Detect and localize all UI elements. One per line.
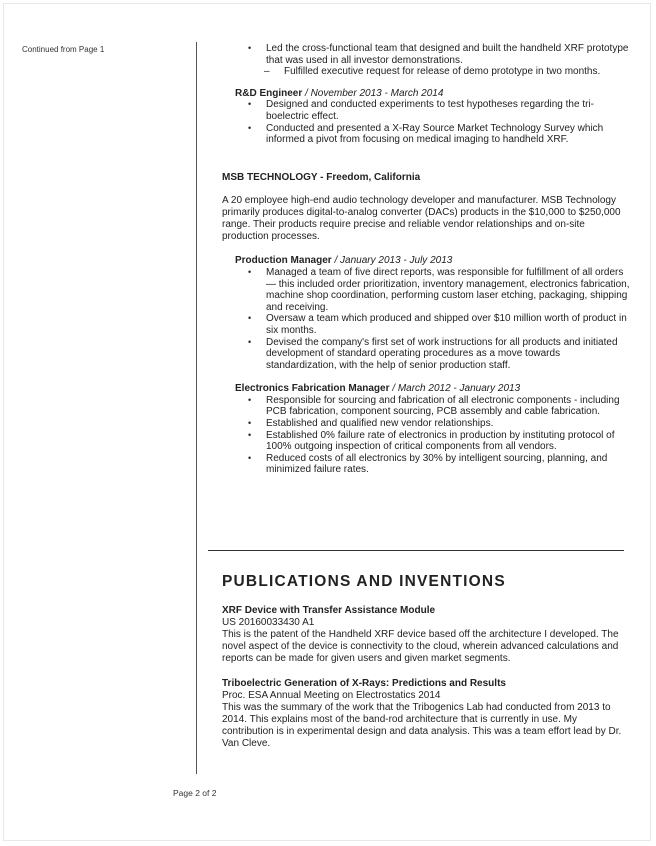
publication-item	[222, 605, 630, 665]
publication-ref: US 20160033430 A1	[222, 617, 315, 628]
experience-section	[222, 43, 630, 476]
publication-title: Triboelectric Generation of X-Rays: Predictions and Results	[222, 678, 506, 689]
role-bullets	[222, 267, 630, 371]
list-item: • Managed a team of five direct reports, was responsible for fulfillment of all orders — this included order prioritization, inventory management, electronics fabrication, machine shop coordination, performing custom laser etching, packaging, shipping and receiving.	[222, 267, 630, 313]
publication-body: This was the summary of the work that the Tribogenics Lab had conducted from 2013 to 2014. This explains most of the band-rod architecture that is currently in use. My contribution is in experimental design and data analysis. This was a team effort lead by Dr. Van Cleve.	[222, 702, 622, 749]
role-dates: / January 2013 - July 2013	[334, 255, 453, 267]
role-title: R&D Engineer	[235, 87, 303, 99]
publication-body: This is the patent of the Handheld XRF device based off the architecture I developed. The novel aspect of the device is connectivity to the cloud, wherein advanced calculations and reports can be made for given users and given market segments.	[222, 629, 619, 664]
role-dates: / March 2012 - January 2013	[392, 383, 521, 395]
company-description: A 20 employee high-end audio technology developer and manufacturer. MSB Technology primarily produces digital-to-analog converter (DACs) products in the $10,000 to $250,000 range. Their products require precise and reliable vendor relationships and on-site production processes.	[222, 195, 621, 243]
continued-note: Continued from Page 1	[22, 45, 105, 54]
page-number: Page 2 of 2	[173, 788, 217, 798]
publications-section	[222, 573, 630, 750]
list-item: • Reduced costs of all electronics by 30% by intelligent sourcing, planning, and minimized failure rates.	[222, 453, 630, 476]
role-heading	[222, 383, 630, 395]
role-bullets	[222, 99, 630, 145]
company-heading: MSB TECHNOLOGY - Freedom, California	[222, 171, 421, 183]
publication-ref: Proc. ESA Annual Meeting on Electrostatics 2014	[222, 690, 441, 701]
list-item: • Established and qualified new vendor relationships.	[222, 418, 630, 430]
list-item: • Established 0% failure rate of electronics in production by instituting protocol of 100% outgoing inspection of critical components from all vendors.	[222, 430, 630, 453]
list-item: • Devised the company's first set of work instructions for all products and initiated development of standard operating procedures as a move towards standardization, with the help of senior production staff.	[222, 337, 630, 372]
list-item: • Designed and conducted experiments to test hypotheses regarding the tri-boelectric effect.	[222, 99, 630, 122]
role-title: Electronics Fabrication Manager	[235, 383, 390, 395]
sidebar-divider	[196, 42, 197, 774]
list-item: • Oversaw a team which produced and shipped over $10 million worth of product in six months.	[222, 313, 630, 336]
section-heading: PUBLICATIONS AND INVENTIONS	[222, 573, 506, 590]
publication-item	[222, 678, 630, 750]
list-item: • Conducted and presented a X-Ray Source Market Technology Survey which informed a pivot from focusing on medical imaging to handheld XRF.	[222, 123, 630, 146]
role-title: Production Manager	[235, 255, 332, 267]
list-item: • Responsible for sourcing and fabrication of all electronic components - including PCB fabrication, component sourcing, PCB assembly and cable fabrication.	[222, 395, 630, 418]
publication-title: XRF Device with Transfer Assistance Module	[222, 605, 436, 616]
role-heading	[222, 255, 630, 267]
section-divider	[208, 550, 624, 551]
list-item: • Led the cross-functional team that designed and built the handheld XRF prototype that was used in all investor demonstrations.	[222, 43, 630, 66]
role-dates: / November 2013 - March 2014	[305, 87, 444, 99]
sub-list-item: – Fulfilled executive request for release of demo prototype in two months.	[222, 66, 630, 78]
role-bullets	[222, 395, 630, 476]
role-heading	[222, 88, 630, 100]
prev-job-bullets	[222, 43, 630, 78]
